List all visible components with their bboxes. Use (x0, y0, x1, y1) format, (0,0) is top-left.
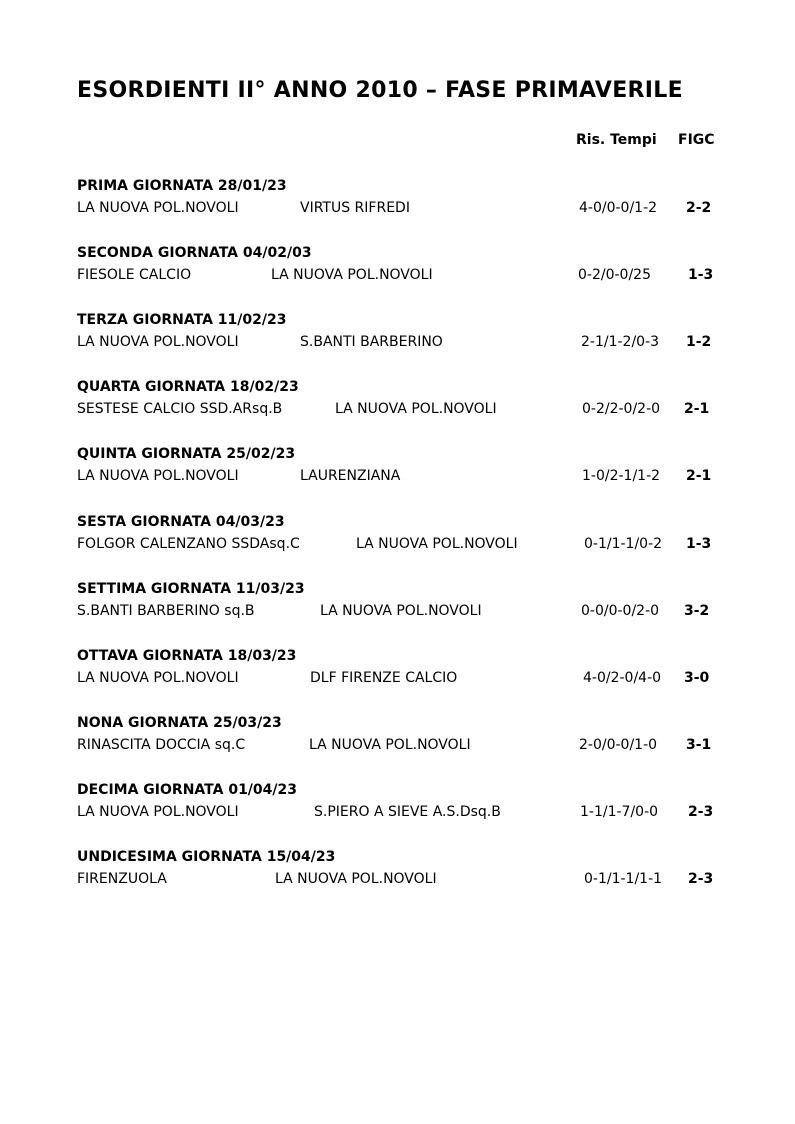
round-title: SECONDA GIORNATA 04/02/03 (77, 245, 312, 262)
score-figc: 3-2 (684, 602, 710, 619)
away-team: LA NUOVA POL.NOVOLI (309, 736, 471, 753)
round-block (0, 782, 795, 828)
round-block (0, 581, 795, 627)
round-block (0, 446, 795, 492)
score-tempi: 2-0/0-0/1-0 (579, 736, 658, 753)
header-figc: FIGC (678, 132, 715, 148)
home-team: FIRENZUOLA (77, 871, 167, 887)
away-team: LAURENZIANA (300, 468, 401, 485)
round-title: DECIMA GIORNATA 01/04/23 (77, 781, 298, 798)
score-figc: 2-2 (686, 200, 712, 216)
round-block (0, 379, 795, 425)
away-team: LA NUOVA POL.NOVOLI (335, 401, 497, 418)
home-team: LA NUOVA POL.NOVOLI (77, 803, 239, 820)
round-title: PRIMA GIORNATA 28/01/23 (77, 178, 287, 194)
round-block (0, 715, 795, 761)
home-team: SESTESE CALCIO SSD.ARsq.B (77, 401, 283, 418)
away-team: LA NUOVA POL.NOVOLI (320, 602, 482, 619)
home-team: FOLGOR CALENZANO SSDAsq.C (77, 535, 300, 552)
home-team: FIESOLE CALCIO (77, 267, 192, 284)
round-title: UNDICESIMA GIORNATA 15/04/23 (77, 849, 336, 865)
round-block (0, 312, 795, 358)
score-figc: 2-1 (684, 401, 710, 418)
round-block (0, 648, 795, 694)
round-title: QUARTA GIORNATA 18/02/23 (77, 379, 299, 396)
score-figc: 3-0 (684, 669, 710, 686)
round-block (0, 178, 795, 224)
score-tempi: 0-2/0-0/25 (578, 267, 651, 284)
home-team: LA NUOVA POL.NOVOLI (77, 669, 239, 686)
round-title: SESTA GIORNATA 04/03/23 (77, 513, 285, 530)
score-tempi: 4-0/2-0/4-0 (583, 669, 662, 686)
home-team: LA NUOVA POL.NOVOLI (77, 200, 239, 216)
score-tempi: 0-1/1-1/0-2 (584, 535, 663, 552)
round-title: OTTAVA GIORNATA 18/03/23 (77, 647, 297, 664)
round-block (0, 849, 795, 895)
away-team: S.PIERO A SIEVE A.S.Dsq.B (314, 803, 501, 820)
away-team: LA NUOVA POL.NOVOLI (271, 267, 433, 284)
round-title: NONA GIORNATA 25/03/23 (77, 714, 282, 731)
away-team: VIRTUS RIFREDI (300, 200, 410, 216)
score-tempi: 2-1/1-2/0-3 (581, 334, 660, 351)
away-team: LA NUOVA POL.NOVOLI (356, 535, 518, 552)
round-title: QUINTA GIORNATA 25/02/23 (77, 446, 296, 463)
score-tempi: 4-0/0-0/1-2 (579, 200, 658, 216)
home-team: RINASCITA DOCCIA sq.C (77, 736, 246, 753)
away-team: LA NUOVA POL.NOVOLI (275, 871, 437, 887)
score-figc: 2-3 (688, 803, 714, 820)
score-tempi: 1-0/2-1/1-2 (582, 468, 661, 485)
score-figc: 1-3 (686, 535, 712, 552)
score-tempi: 0-2/2-0/2-0 (582, 401, 661, 418)
page-title: ESORDIENTI II° ANNO 2010 – FASE PRIMAVERILE (77, 78, 683, 103)
round-block (0, 245, 795, 291)
home-team: LA NUOVA POL.NOVOLI (77, 334, 239, 351)
score-figc: 2-1 (686, 468, 712, 485)
score-tempi: 0-1/1-1/1-1 (584, 871, 663, 887)
score-figc: 1-2 (686, 334, 712, 351)
score-tempi: 1-1/1-7/0-0 (580, 803, 659, 820)
away-team: DLF FIRENZE CALCIO (310, 669, 458, 686)
score-figc: 3-1 (686, 736, 712, 753)
score-figc: 2-3 (688, 871, 714, 887)
away-team: S.BANTI BARBERINO (300, 334, 443, 351)
header-ris-tempi: Ris. Tempi (576, 132, 657, 148)
home-team: S.BANTI BARBERINO sq.B (77, 602, 255, 619)
round-title: SETTIMA GIORNATA 11/03/23 (77, 580, 305, 597)
score-tempi: 0-0/0-0/2-0 (581, 602, 660, 619)
score-figc: 1-3 (688, 267, 714, 284)
round-title: TERZA GIORNATA 11/02/23 (77, 312, 287, 329)
round-block (0, 514, 795, 560)
home-team: LA NUOVA POL.NOVOLI (77, 468, 239, 485)
